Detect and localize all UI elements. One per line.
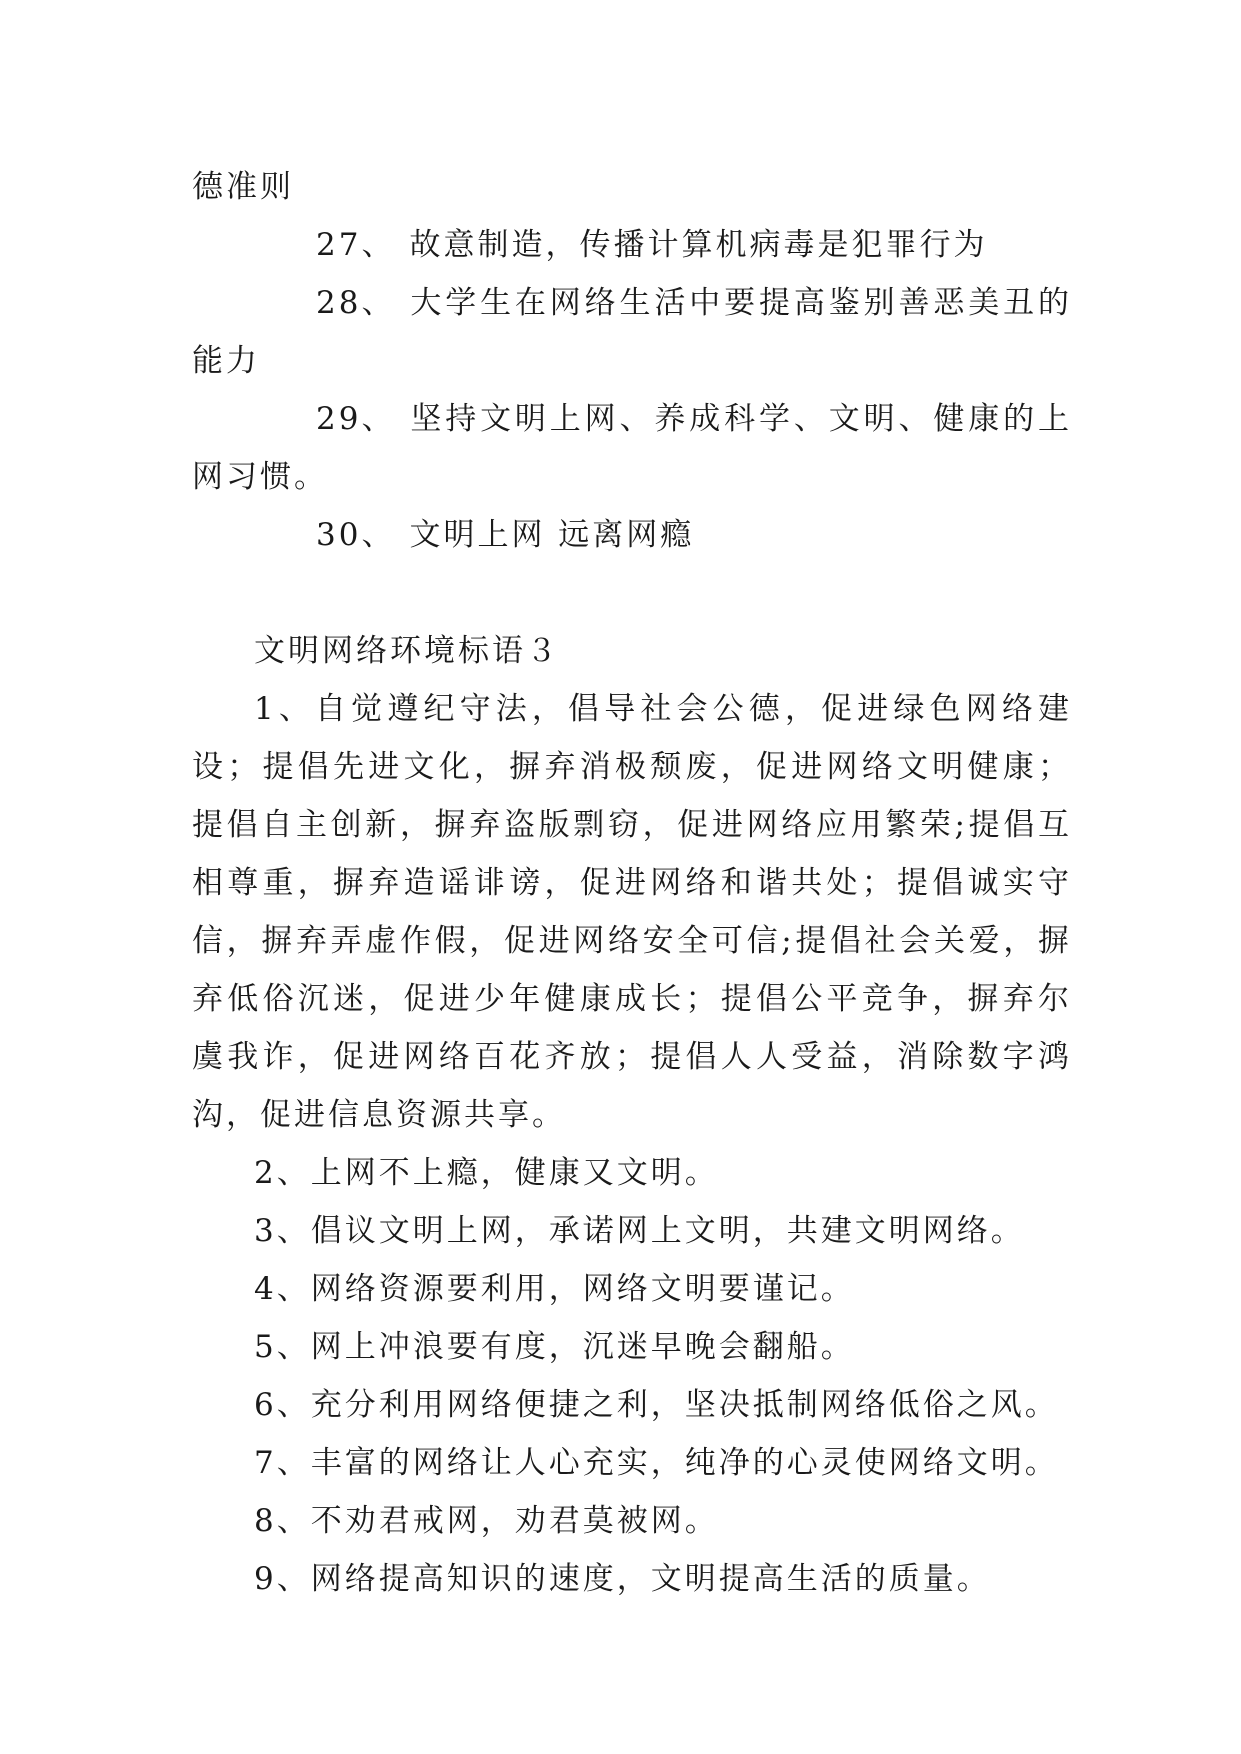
list-item: 2、上网不上瘾，健康又文明。 [254,1155,719,1191]
document-body [192,158,1072,1608]
item-text: 坚持文明上网、养成科学、文明、健康的上网习惯。 [192,401,1072,495]
list-item [192,390,1072,506]
item-number: 29、 [316,401,396,437]
list-item: 7、丰富的网络让人心充实，纯净的心灵使网络文明。 [254,1445,1059,1481]
continuation-text: 德准则 [192,169,294,205]
section-title: 文明网络环境标语３ [254,633,560,669]
item-number: 30、 [316,517,396,553]
list-item: 4、网络资源要利用，网络文明要谨记。 [254,1271,855,1307]
item-number: 27、 [316,227,396,263]
list-item [192,274,1072,390]
list-item: 3、倡议文明上网，承诺网上文明，共建文明网络。 [254,1213,1025,1249]
item-text: 大学生在网络生活中要提高鉴别善恶美丑的能力 [192,285,1072,379]
item-text: 文明上网 远离网瘾 [409,517,695,553]
list-item: 6、充分利用网络便捷之利，坚决抵制网络低俗之风。 [254,1387,1059,1423]
list-item: 9、网络提高知识的速度，文明提高生活的质量。 [254,1561,991,1597]
list-item: 5、网上冲浪要有度，沉迷早晚会翻船。 [254,1329,855,1365]
list-item [192,216,1072,274]
item-number: 28、 [316,285,396,321]
list-item: 1、自觉遵纪守法，倡导社会公德，促进绿色网络建设；提倡先进文化，摒弃消极颓废，促进网络文明健康；提倡自主创新，摒弃盗版剽窃，促进网络应用繁荣;提倡互相尊重，摒弃造谣诽谤，促进网络和谐共处；提倡诚实守信，摒弃弄虚作假，促进网络安全可信;提倡社会关爱，摒弃低俗沉迷，促进少年健康成长；提倡公平竞争，摒弃尔虞我诈，促进网络百花齐放；提倡人人受益，消除数字鸿沟，促进信息资源共享。 [192,691,1072,1133]
item-text: 故意制造，传播计算机病毒是犯罪行为 [409,227,988,263]
list-item: 8、不劝君戒网，劝君莫被网。 [254,1503,719,1539]
list-item [192,506,1072,564]
